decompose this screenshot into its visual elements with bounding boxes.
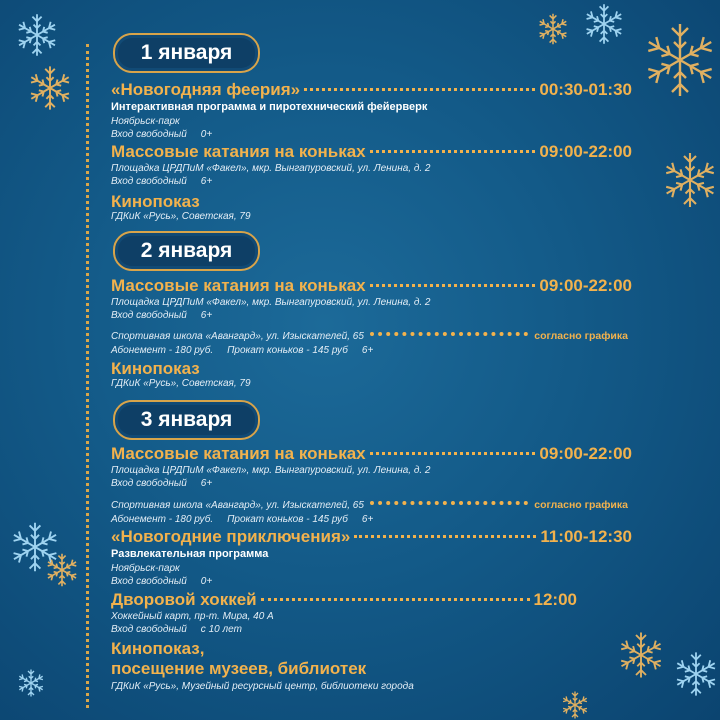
event-title-row [111, 527, 632, 547]
entry-label: Вход свободный [111, 176, 187, 187]
event-time: 09:00-22:00 [539, 444, 632, 463]
event-time: 00:30-01:30 [539, 80, 632, 99]
event-title-row [111, 276, 632, 296]
dotted-leader [370, 284, 536, 287]
entry-label: Вход свободный [111, 310, 187, 321]
day-label: 3 января [140, 408, 233, 431]
age-label: 6+ [200, 176, 213, 187]
event-place: ГДКиК «Русь», Музейный ресурсный центр, библиотеки города [111, 681, 414, 692]
snowflake-icon [536, 12, 570, 46]
entry-label: Вход свободный [111, 129, 187, 140]
extra-place: Спортивная школа «Авангард», ул. Изыскателей, 65 [111, 500, 364, 511]
extra-time: согласно графика [534, 499, 628, 511]
event-title: Массовые катания на коньках [111, 142, 366, 161]
event-title: Кинопоказ, [111, 639, 205, 658]
event-title: Дворовой хоккей [111, 590, 257, 609]
event-place: Площадка ЦРДПиМ «Факел», мкр. Вынгапуровский, ул. Ленина, д. 2 [111, 297, 431, 308]
entry-label: Вход свободный [111, 576, 187, 587]
event-place: Площадка ЦРДПиМ «Факел», мкр. Вынгапуровский, ул. Ленина, д. 2 [111, 465, 431, 476]
event-title: Кинопоказ [111, 359, 200, 378]
dotted-leader [261, 598, 530, 601]
event-title-row [111, 444, 632, 464]
dotted-leader [370, 452, 536, 455]
dotted-leader [354, 535, 536, 538]
age-label: 6+ [200, 310, 213, 321]
event-time: 12:00 [533, 590, 577, 609]
entry-label: Вход свободный [111, 478, 187, 489]
age-label: 0+ [200, 576, 213, 587]
day-heading-3 [113, 400, 260, 440]
snowflake-icon [26, 64, 74, 112]
subscription-price: Абонемент - 180 руб. [111, 514, 214, 525]
event-title: «Новогодние приключения» [111, 527, 351, 546]
event-entry [111, 129, 212, 140]
dotted-leader [304, 88, 535, 91]
event-title-row [111, 80, 632, 100]
dotted-leader [370, 150, 536, 153]
event-subtitle: Интерактивная программа и пиротехнический фейерверк [111, 101, 428, 113]
snowflake-icon [582, 2, 626, 46]
day-label: 1 января [140, 41, 233, 64]
snowflake-icon [14, 12, 60, 58]
snowflake-icon [660, 150, 720, 210]
event-entry [111, 310, 212, 321]
snowflake-icon [672, 650, 720, 698]
event-title: Массовые катания на коньках [111, 276, 366, 295]
age-label: 6+ [361, 345, 374, 356]
event-title: Кинопоказ [111, 192, 200, 211]
event-time: 09:00-22:00 [539, 276, 632, 295]
event-time: 09:00-22:00 [539, 142, 632, 161]
snowflake-icon [16, 668, 46, 698]
event-entry [111, 576, 212, 587]
snowflake-icon [640, 20, 720, 100]
age-label: 0+ [200, 129, 213, 140]
price-line [111, 345, 373, 356]
subscription-price: Абонемент - 180 руб. [111, 345, 214, 356]
timeline-dotted-line [86, 44, 89, 708]
event-title: «Новогодняя феерия» [111, 80, 301, 99]
extra-place: Спортивная школа «Авангард», ул. Изыскателей, 65 [111, 331, 364, 342]
event-entry [111, 624, 242, 635]
event-title-row [111, 142, 632, 162]
event-subtitle: Развлекательная программа [111, 548, 269, 560]
snowflake-icon [560, 690, 590, 720]
snowflake-icon [44, 552, 80, 588]
extra-time: согласно графика [534, 330, 628, 342]
event-place: Ноябрьск-парк [111, 116, 180, 127]
age-label: 6+ [361, 514, 374, 525]
event-time: 11:00-12:30 [540, 527, 632, 546]
rental-price: Прокат коньков - 145 руб [227, 514, 348, 525]
event-title: посещение музеев, библиотек [111, 659, 367, 678]
snowflake-icon [616, 630, 666, 680]
entry-label: Вход свободный [111, 624, 187, 635]
schedule-row [111, 330, 628, 342]
event-place: Площадка ЦРДПиМ «Факел», мкр. Вынгапуровский, ул. Ленина, д. 2 [111, 163, 431, 174]
event-entry [111, 176, 212, 187]
day-heading-1 [113, 33, 260, 73]
day-heading-2 [113, 231, 260, 271]
schedule-row [111, 499, 628, 511]
event-entry [111, 478, 212, 489]
event-place: ГДКиК «Русь», Советская, 79 [111, 211, 251, 222]
event-title: Массовые катания на коньках [111, 444, 366, 463]
day-label: 2 января [140, 239, 233, 262]
rental-price: Прокат коньков - 145 руб [227, 345, 348, 356]
event-place: Ноябрьск-парк [111, 563, 180, 574]
event-place: Хоккейный карт, пр-т. Мира, 40 А [111, 611, 274, 622]
age-label: 6+ [200, 478, 213, 489]
event-title-row [111, 590, 577, 610]
dotted-leader [370, 332, 528, 336]
dotted-leader [370, 501, 528, 505]
event-place: ГДКиК «Русь», Советская, 79 [111, 378, 251, 389]
age-label: с 10 лет [200, 624, 242, 635]
price-line [111, 514, 373, 525]
